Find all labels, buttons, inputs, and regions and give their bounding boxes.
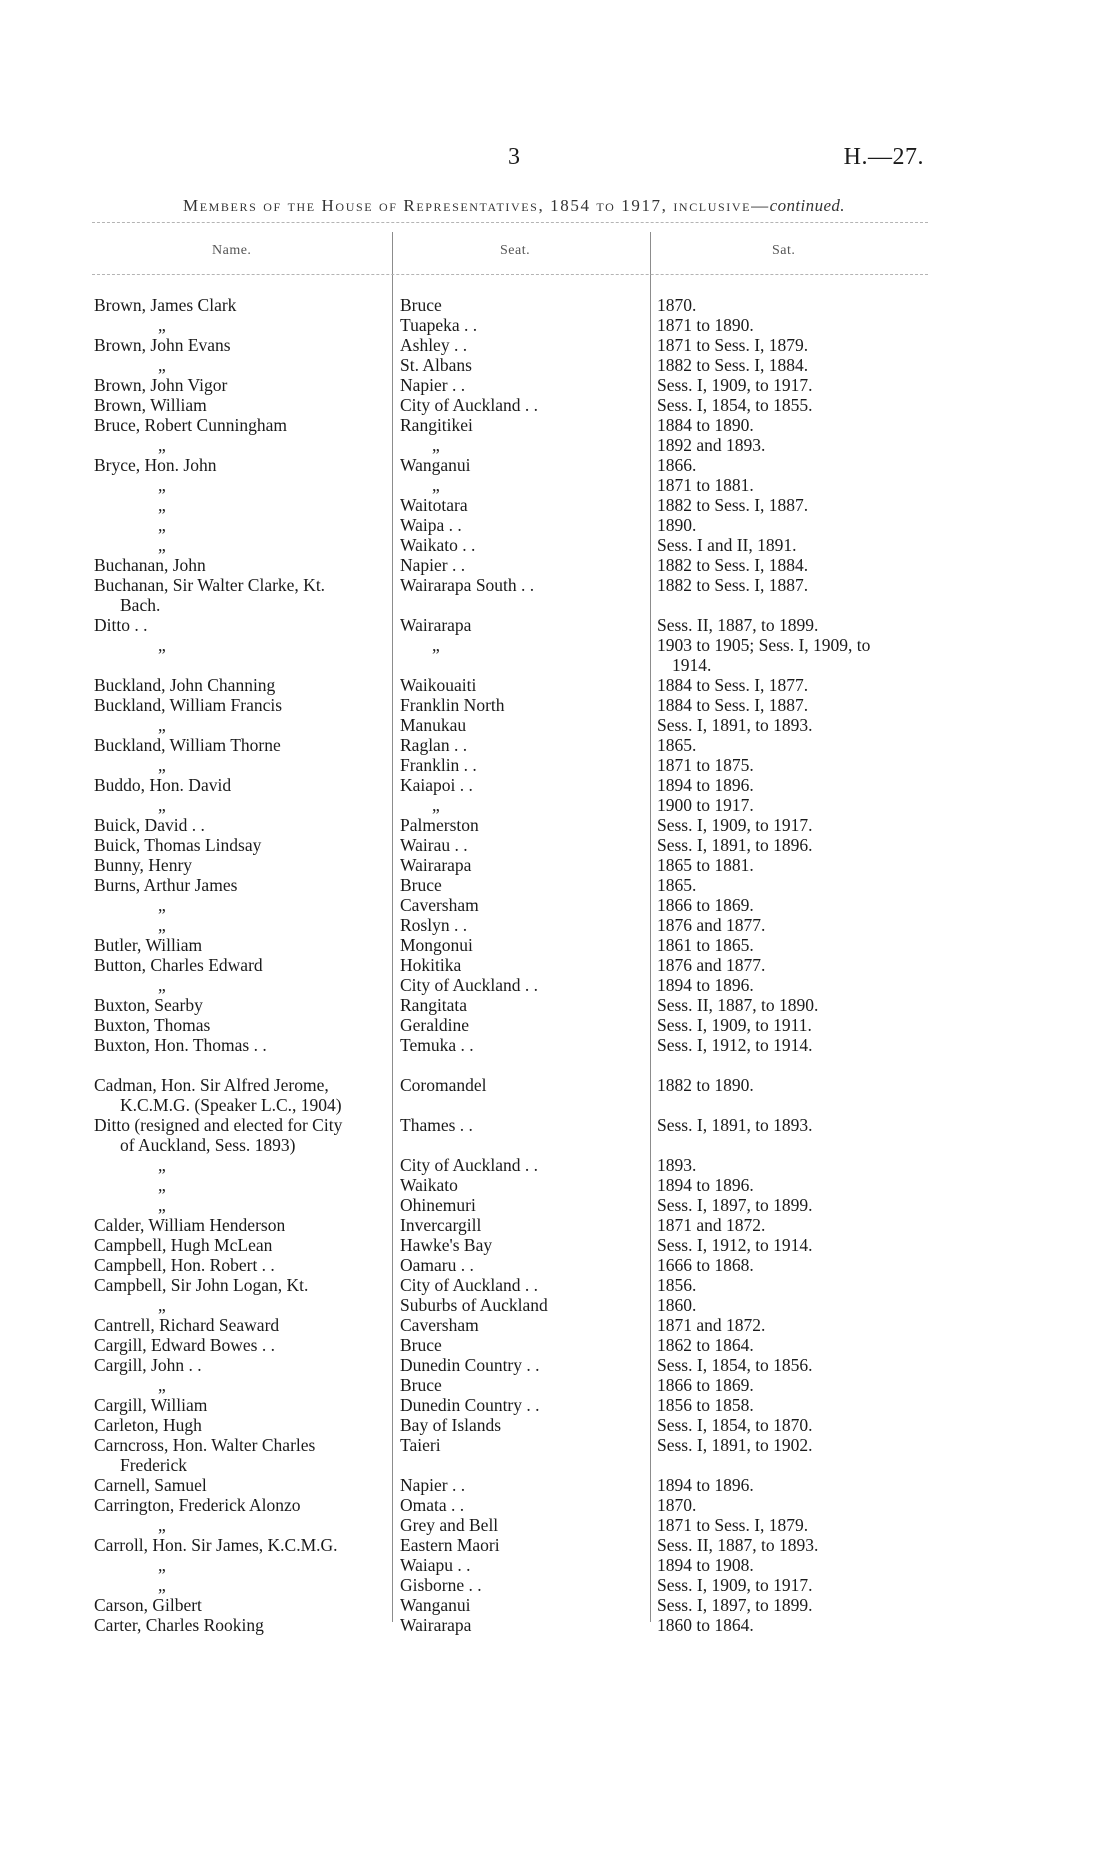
table-row bbox=[0, 635, 1114, 675]
seat-name: Taieri bbox=[400, 1435, 441, 1455]
seat-name: Gisborne . . bbox=[400, 1575, 482, 1595]
sat-period: 1890. bbox=[657, 515, 697, 535]
table-row bbox=[0, 815, 1114, 835]
seat-name: Franklin North bbox=[400, 695, 505, 715]
sat-period: 1882 to Sess. I, 1884. bbox=[657, 555, 809, 575]
member-name: Buxton, Thomas bbox=[94, 1015, 211, 1035]
sat-period: 1876 and 1877. bbox=[657, 955, 766, 975]
member-name: Buchanan, John bbox=[94, 555, 206, 575]
table-row bbox=[0, 1535, 1114, 1555]
sat-period: 1866 to 1869. bbox=[657, 1375, 754, 1395]
seat-name: Waikouaiti bbox=[400, 675, 477, 695]
seat-name: Bruce bbox=[400, 1335, 442, 1355]
seat-name: Ohinemuri bbox=[400, 1195, 476, 1215]
seat-ditto-mark: „ bbox=[432, 435, 440, 455]
table-row bbox=[0, 1435, 1114, 1475]
table-row bbox=[0, 615, 1114, 635]
sat-period: 1865. bbox=[657, 875, 697, 895]
seat-name: Grey and Bell bbox=[400, 1515, 499, 1535]
table-row bbox=[0, 395, 1114, 415]
name-ditto-mark: „ bbox=[158, 1175, 166, 1195]
table-row bbox=[0, 1115, 1114, 1155]
seat-name: Invercargill bbox=[400, 1215, 482, 1235]
title-rule bbox=[92, 222, 928, 223]
table-row bbox=[0, 1035, 1114, 1055]
member-name: Buxton, Hon. Thomas . . bbox=[94, 1035, 267, 1055]
page-number: 3 bbox=[508, 144, 520, 170]
seat-name: Suburbs of Auckland bbox=[400, 1295, 548, 1315]
member-name: Cadman, Hon. Sir Alfred Jerome, bbox=[94, 1075, 329, 1095]
member-name: Cargill, William bbox=[94, 1395, 208, 1415]
table-row bbox=[0, 855, 1114, 875]
seat-name: City of Auckland . . bbox=[400, 975, 539, 995]
sat-period: 1871 and 1872. bbox=[657, 1215, 766, 1235]
table-row bbox=[0, 1615, 1114, 1635]
table-row bbox=[0, 775, 1114, 795]
sat-period: Sess. I, 1912, to 1914. bbox=[657, 1235, 813, 1255]
sat-period: 1884 to Sess. I, 1887. bbox=[657, 695, 809, 715]
name-ditto-mark: „ bbox=[158, 515, 166, 535]
sat-period: Sess. I, 1891, to 1893. bbox=[657, 715, 813, 735]
seat-name: Caversham bbox=[400, 895, 479, 915]
table-row bbox=[0, 375, 1114, 395]
seat-ditto-mark: „ bbox=[432, 795, 440, 815]
seat-name: Kaiapoi . . bbox=[400, 775, 473, 795]
member-name: Buchanan, Sir Walter Clarke, Kt. bbox=[94, 575, 326, 595]
table-row bbox=[0, 495, 1114, 515]
name-ditto-mark: „ bbox=[158, 895, 166, 915]
sat-period: 1860. bbox=[657, 1295, 697, 1315]
table-row bbox=[0, 1015, 1114, 1035]
table-row bbox=[0, 975, 1114, 995]
name-ditto-mark: „ bbox=[158, 755, 166, 775]
seat-name: Wanganui bbox=[400, 455, 471, 475]
table-row bbox=[0, 715, 1114, 735]
name-ditto-mark: „ bbox=[158, 715, 166, 735]
table-row bbox=[0, 675, 1114, 695]
seat-name: Raglan . . bbox=[400, 735, 468, 755]
seat-ditto-mark: „ bbox=[432, 475, 440, 495]
seat-name: Ashley . . bbox=[400, 335, 468, 355]
sat-period: Sess. I, 1909, to 1917. bbox=[657, 375, 813, 395]
sat-period: 1893. bbox=[657, 1155, 697, 1175]
seat-name: Bay of Islands bbox=[400, 1415, 502, 1435]
seat-name: Hawke's Bay bbox=[400, 1235, 493, 1255]
sat-period: 1894 to 1896. bbox=[657, 1475, 754, 1495]
sat-period: 1882 to Sess. I, 1887. bbox=[657, 575, 809, 595]
sat-period: 1903 to 1905; Sess. I, 1909, to bbox=[657, 635, 871, 655]
table-row bbox=[0, 1475, 1114, 1495]
member-name: Brown, William bbox=[94, 395, 207, 415]
seat-name: Caversham bbox=[400, 1315, 479, 1335]
sat-period: 1871 to Sess. I, 1879. bbox=[657, 1515, 809, 1535]
sat-period: 1862 to 1864. bbox=[657, 1335, 754, 1355]
name-ditto-mark: „ bbox=[158, 1555, 166, 1575]
table-row bbox=[0, 915, 1114, 935]
member-name: Buick, Thomas Lindsay bbox=[94, 835, 262, 855]
seat-name: Wairau . . bbox=[400, 835, 468, 855]
sat-period: 1884 to 1890. bbox=[657, 415, 754, 435]
seat-name: City of Auckland . . bbox=[400, 395, 539, 415]
seat-name: Temuka . . bbox=[400, 1035, 474, 1055]
member-name: Campbell, Hon. Robert . . bbox=[94, 1255, 275, 1275]
member-name: Brown, James Clark bbox=[94, 295, 237, 315]
table-row bbox=[0, 1415, 1114, 1435]
sat-period-continued: 1914. bbox=[672, 655, 712, 675]
sat-period: Sess. I, 1897, to 1899. bbox=[657, 1195, 813, 1215]
member-name-continued: K.C.M.G. (Speaker L.C., 1904) bbox=[120, 1095, 342, 1115]
member-name: Carson, Gilbert bbox=[94, 1595, 202, 1615]
sat-period: 1865 to 1881. bbox=[657, 855, 754, 875]
table-row bbox=[0, 575, 1114, 615]
table-row bbox=[0, 835, 1114, 855]
name-ditto-mark: „ bbox=[158, 1375, 166, 1395]
seat-name: Waiapu . . bbox=[400, 1555, 471, 1575]
member-name: Butler, William bbox=[94, 935, 203, 955]
table-row bbox=[0, 315, 1114, 335]
name-ditto-mark: „ bbox=[158, 355, 166, 375]
sat-period: 1876 and 1877. bbox=[657, 915, 766, 935]
table-row bbox=[0, 1155, 1114, 1175]
seat-name: Waitotara bbox=[400, 495, 468, 515]
sat-period: 1884 to Sess. I, 1877. bbox=[657, 675, 809, 695]
seat-name: Eastern Maori bbox=[400, 1535, 500, 1555]
seat-name: Hokitika bbox=[400, 955, 462, 975]
sat-period: 1871 to 1881. bbox=[657, 475, 754, 495]
name-ditto-mark: „ bbox=[158, 795, 166, 815]
sat-period: 1894 to 1896. bbox=[657, 975, 754, 995]
sat-period: Sess. I, 1891, to 1896. bbox=[657, 835, 813, 855]
seat-name: Wairarapa bbox=[400, 855, 472, 875]
table-row bbox=[0, 455, 1114, 475]
table-row bbox=[0, 755, 1114, 775]
table-row bbox=[0, 1495, 1114, 1515]
member-name: Ditto (resigned and elected for City bbox=[94, 1115, 343, 1135]
sat-period: Sess. I, 1909, to 1917. bbox=[657, 815, 813, 835]
member-name: Bruce, Robert Cunningham bbox=[94, 415, 287, 435]
table-row bbox=[0, 295, 1114, 315]
seat-name: Geraldine bbox=[400, 1015, 469, 1035]
table-row bbox=[0, 935, 1114, 955]
table-row bbox=[0, 415, 1114, 435]
member-name: Buxton, Searby bbox=[94, 995, 203, 1015]
members-table bbox=[0, 295, 1114, 1635]
member-name: Bryce, Hon. John bbox=[94, 455, 217, 475]
section-gap bbox=[0, 1055, 1114, 1075]
table-row bbox=[0, 1275, 1114, 1295]
sat-period: Sess. I, 1909, to 1917. bbox=[657, 1575, 813, 1595]
sat-period: 1871 to 1890. bbox=[657, 315, 754, 335]
table-title-continued: continued. bbox=[769, 196, 845, 215]
seat-name: Palmerston bbox=[400, 815, 479, 835]
sat-period: Sess. II, 1887, to 1899. bbox=[657, 615, 819, 635]
table-row bbox=[0, 1215, 1114, 1235]
seat-name: Mongonui bbox=[400, 935, 473, 955]
sat-period: 1871 and 1872. bbox=[657, 1315, 766, 1335]
member-name: Carrington, Frederick Alonzo bbox=[94, 1495, 301, 1515]
table-row bbox=[0, 795, 1114, 815]
seat-name: Dunedin Country . . bbox=[400, 1395, 540, 1415]
sat-period: Sess. II, 1887, to 1893. bbox=[657, 1535, 819, 1555]
member-name: Carter, Charles Rooking bbox=[94, 1615, 264, 1635]
seat-name: Rangitikei bbox=[400, 415, 473, 435]
seat-name: Napier . . bbox=[400, 555, 466, 575]
seat-name: Bruce bbox=[400, 1375, 442, 1395]
member-name: Buckland, William Francis bbox=[94, 695, 283, 715]
table-row bbox=[0, 1175, 1114, 1195]
member-name: Brown, John Vigor bbox=[94, 375, 228, 395]
table-row bbox=[0, 1255, 1114, 1275]
table-row bbox=[0, 355, 1114, 375]
sat-period: Sess. I, 1854, to 1855. bbox=[657, 395, 813, 415]
table-row bbox=[0, 1555, 1114, 1575]
sat-period: Sess. I, 1891, to 1902. bbox=[657, 1435, 813, 1455]
table-row bbox=[0, 1335, 1114, 1355]
name-ditto-mark: „ bbox=[158, 1155, 166, 1175]
name-ditto-mark: „ bbox=[158, 1195, 166, 1215]
seat-name: Tuapeka . . bbox=[400, 315, 478, 335]
table-row bbox=[0, 995, 1114, 1015]
table-title bbox=[0, 196, 1028, 216]
document-reference: H.—27. bbox=[843, 144, 924, 170]
member-name: Bunny, Henry bbox=[94, 855, 193, 875]
member-name: Carnell, Samuel bbox=[94, 1475, 207, 1495]
table-row bbox=[0, 1315, 1114, 1335]
seat-name: Dunedin Country . . bbox=[400, 1355, 540, 1375]
table-row bbox=[0, 1295, 1114, 1315]
member-name-continued: Bach. bbox=[120, 595, 161, 615]
seat-name: City of Auckland . . bbox=[400, 1155, 539, 1175]
seat-name: Waikato bbox=[400, 1175, 458, 1195]
sat-period: 1866. bbox=[657, 455, 697, 475]
seat-name: Waikato . . bbox=[400, 535, 476, 555]
table-row bbox=[0, 895, 1114, 915]
sat-period: 1871 to Sess. I, 1879. bbox=[657, 335, 809, 355]
seat-name: Manukau bbox=[400, 715, 467, 735]
table-row bbox=[0, 735, 1114, 755]
sat-period: 1892 and 1893. bbox=[657, 435, 766, 455]
table-row bbox=[0, 1355, 1114, 1375]
header-rule bbox=[92, 274, 928, 275]
table-row bbox=[0, 875, 1114, 895]
table-row bbox=[0, 335, 1114, 355]
column-header-name: Name. bbox=[212, 243, 252, 258]
seat-name: Roslyn . . bbox=[400, 915, 468, 935]
member-name: Carroll, Hon. Sir James, K.C.M.G. bbox=[94, 1535, 338, 1555]
member-name-continued: Frederick bbox=[120, 1455, 188, 1475]
table-row bbox=[0, 1375, 1114, 1395]
member-name: Carncross, Hon. Walter Charles bbox=[94, 1435, 316, 1455]
member-name: Buick, David . . bbox=[94, 815, 205, 835]
member-name: Ditto . . bbox=[94, 615, 148, 635]
seat-name: Coromandel bbox=[400, 1075, 487, 1095]
seat-name: City of Auckland . . bbox=[400, 1275, 539, 1295]
table-row bbox=[0, 1395, 1114, 1415]
seat-name: Oamaru . . bbox=[400, 1255, 474, 1275]
member-name: Buckland, William Thorne bbox=[94, 735, 281, 755]
sat-period: 1861 to 1865. bbox=[657, 935, 754, 955]
seat-name: Bruce bbox=[400, 875, 442, 895]
table-row bbox=[0, 435, 1114, 455]
sat-period: 1870. bbox=[657, 295, 697, 315]
sat-period: Sess. I and II, 1891. bbox=[657, 535, 797, 555]
name-ditto-mark: „ bbox=[158, 495, 166, 515]
table-row bbox=[0, 515, 1114, 535]
sat-period: Sess. I, 1891, to 1893. bbox=[657, 1115, 813, 1135]
seat-ditto-mark: „ bbox=[432, 635, 440, 655]
name-ditto-mark: „ bbox=[158, 535, 166, 555]
sat-period: Sess. I, 1897, to 1899. bbox=[657, 1595, 813, 1615]
member-name: Campbell, Hugh McLean bbox=[94, 1235, 273, 1255]
name-ditto-mark: „ bbox=[158, 635, 166, 655]
sat-period: 1894 to 1896. bbox=[657, 1175, 754, 1195]
sat-period: 1856. bbox=[657, 1275, 697, 1295]
sat-period: 1866 to 1869. bbox=[657, 895, 754, 915]
sat-period: 1900 to 1917. bbox=[657, 795, 754, 815]
name-ditto-mark: „ bbox=[158, 1515, 166, 1535]
name-ditto-mark: „ bbox=[158, 435, 166, 455]
table-row bbox=[0, 1575, 1114, 1595]
sat-period: Sess. I, 1854, to 1870. bbox=[657, 1415, 813, 1435]
sat-period: Sess. II, 1887, to 1890. bbox=[657, 995, 819, 1015]
member-name: Button, Charles Edward bbox=[94, 955, 263, 975]
seat-name: St. Albans bbox=[400, 355, 472, 375]
table-row bbox=[0, 1235, 1114, 1255]
column-header-sat: Sat. bbox=[772, 243, 796, 258]
name-ditto-mark: „ bbox=[158, 1295, 166, 1315]
member-name: Cargill, John . . bbox=[94, 1355, 202, 1375]
table-title-text: Members of the House of Representatives, 1854 to 1917, inclusive— bbox=[183, 196, 770, 215]
seat-name: Wairarapa bbox=[400, 615, 472, 635]
name-ditto-mark: „ bbox=[158, 475, 166, 495]
column-header-seat: Seat. bbox=[500, 243, 531, 258]
sat-period: 1666 to 1868. bbox=[657, 1255, 754, 1275]
sat-period: Sess. I, 1909, to 1911. bbox=[657, 1015, 812, 1035]
sat-period: Sess. I, 1854, to 1856. bbox=[657, 1355, 813, 1375]
member-name: Cantrell, Richard Seaward bbox=[94, 1315, 280, 1335]
member-name: Burns, Arthur James bbox=[94, 875, 238, 895]
table-row bbox=[0, 695, 1114, 715]
name-ditto-mark: „ bbox=[158, 975, 166, 995]
sat-period: 1882 to 1890. bbox=[657, 1075, 754, 1095]
table-row bbox=[0, 1515, 1114, 1535]
sat-period: 1871 to 1875. bbox=[657, 755, 754, 775]
seat-name: Napier . . bbox=[400, 375, 466, 395]
member-name: Buckland, John Channing bbox=[94, 675, 276, 695]
seat-name: Franklin . . bbox=[400, 755, 477, 775]
seat-name: Bruce bbox=[400, 295, 442, 315]
seat-name: Wairarapa bbox=[400, 1615, 472, 1635]
sat-period: 1882 to Sess. I, 1884. bbox=[657, 355, 809, 375]
sat-period: 1894 to 1896. bbox=[657, 775, 754, 795]
sat-period: 1882 to Sess. I, 1887. bbox=[657, 495, 809, 515]
name-ditto-mark: „ bbox=[158, 915, 166, 935]
seat-name: Thames . . bbox=[400, 1115, 473, 1135]
member-name: Cargill, Edward Bowes . . bbox=[94, 1335, 275, 1355]
name-ditto-mark: „ bbox=[158, 315, 166, 335]
table-row bbox=[0, 535, 1114, 555]
sat-period: 1894 to 1908. bbox=[657, 1555, 754, 1575]
table-row bbox=[0, 1195, 1114, 1215]
sat-period: 1865. bbox=[657, 735, 697, 755]
seat-name: Rangitata bbox=[400, 995, 468, 1015]
member-name: Campbell, Sir John Logan, Kt. bbox=[94, 1275, 309, 1295]
name-ditto-mark: „ bbox=[158, 1575, 166, 1595]
seat-name: Wairarapa South . . bbox=[400, 575, 535, 595]
seat-name: Omata . . bbox=[400, 1495, 465, 1515]
member-name: Buddo, Hon. David bbox=[94, 775, 232, 795]
seat-name: Wanganui bbox=[400, 1595, 471, 1615]
table-row bbox=[0, 1075, 1114, 1115]
table-row bbox=[0, 475, 1114, 495]
sat-period: Sess. I, 1912, to 1914. bbox=[657, 1035, 813, 1055]
sat-period: 1860 to 1864. bbox=[657, 1615, 754, 1635]
member-name: Brown, John Evans bbox=[94, 335, 231, 355]
table-row bbox=[0, 1595, 1114, 1615]
member-name: Calder, William Henderson bbox=[94, 1215, 286, 1235]
table-row bbox=[0, 555, 1114, 575]
seat-name: Waipa . . bbox=[400, 515, 462, 535]
sat-period: 1856 to 1858. bbox=[657, 1395, 754, 1415]
member-name-continued: of Auckland, Sess. 1893) bbox=[120, 1135, 296, 1155]
table-row bbox=[0, 955, 1114, 975]
seat-name: Napier . . bbox=[400, 1475, 466, 1495]
member-name: Carleton, Hugh bbox=[94, 1415, 202, 1435]
sat-period: 1870. bbox=[657, 1495, 697, 1515]
